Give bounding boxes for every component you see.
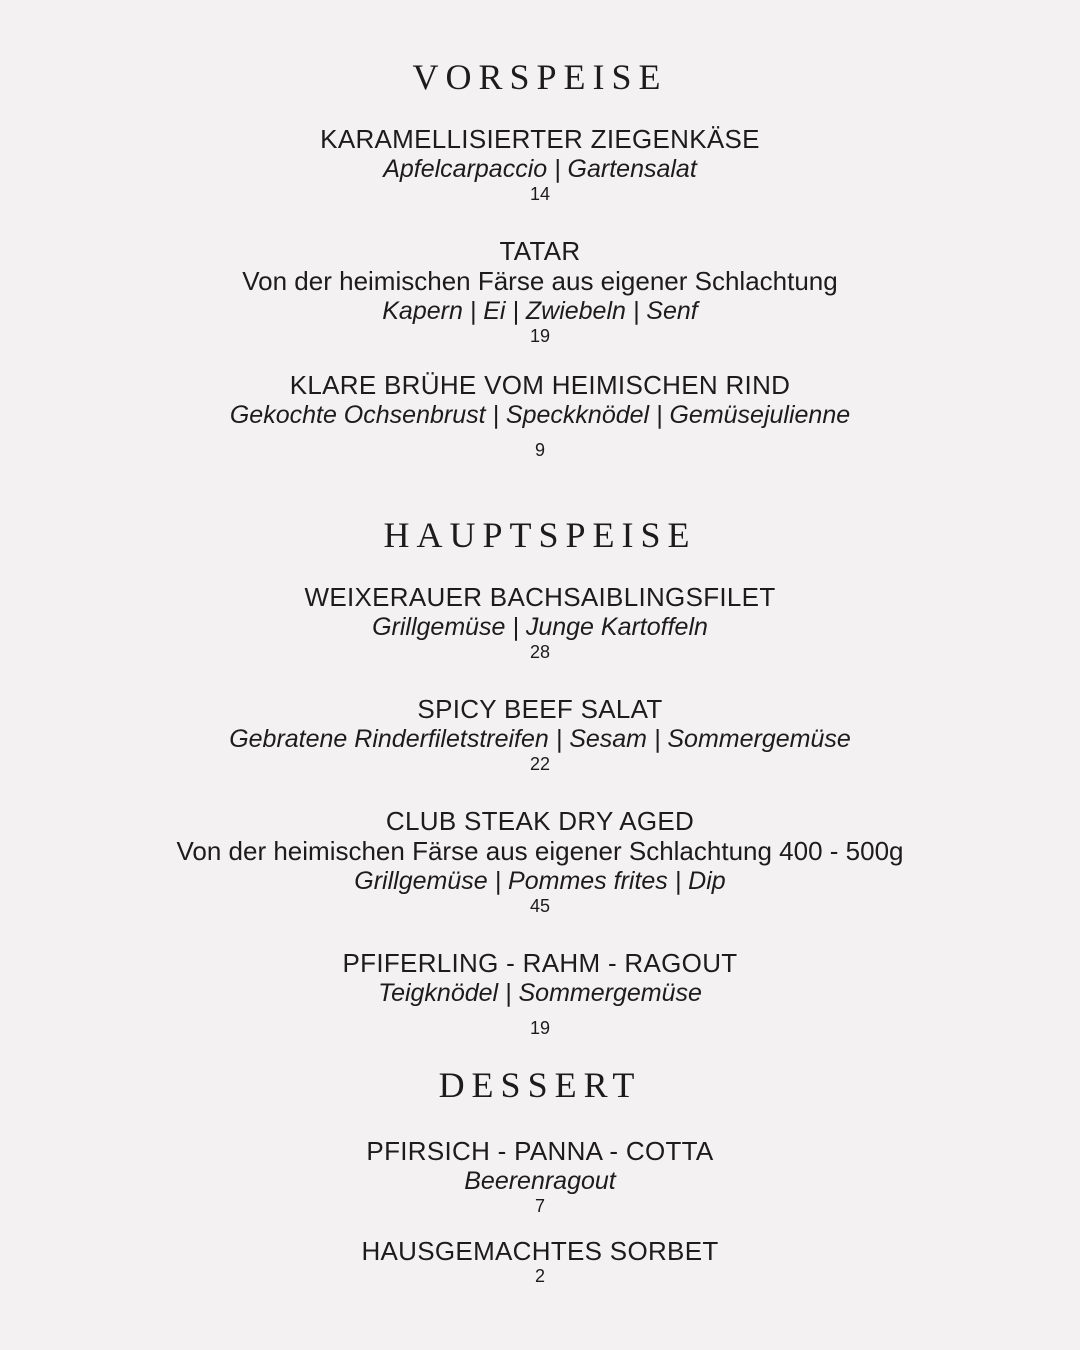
menu-item-title: HAUSGEMACHTES SORBET <box>361 1236 719 1266</box>
menu-item-title: SPICY BEEF SALAT <box>417 694 663 724</box>
menu-item-title: KLARE BRÜHE VOM HEIMISCHEN RIND <box>289 370 791 400</box>
menu-item-price: 19 <box>529 1018 551 1038</box>
menu-item-description: Grillgemüse | Junge Kartoffeln <box>372 613 708 641</box>
section-heading-dessert: DESSERT <box>438 1065 642 1105</box>
menu-item-description: Apfelcarpaccio | Gartensalat <box>383 155 697 183</box>
menu-item-price: 45 <box>529 896 551 916</box>
section-heading-hauptspeise: HAUPTSPEISE <box>383 515 697 555</box>
menu-item-price: 7 <box>534 1196 545 1216</box>
menu-item-title: KARAMELLISIERTER ZIEGENKÄSE <box>320 124 760 154</box>
menu-item-price: 22 <box>529 754 551 774</box>
menu-item-description: Beerenragout <box>464 1167 616 1195</box>
menu-item-description: Gebratene Rinderfiletstreifen | Sesam | Sommergemüse <box>229 725 851 753</box>
menu-item-price: 28 <box>529 642 551 662</box>
menu-item-title: CLUB STEAK DRY AGED <box>385 806 695 836</box>
menu-item-description: Teigknödel | Sommergemüse <box>378 979 702 1007</box>
menu-item-price: 14 <box>529 184 551 204</box>
menu-item-price: 19 <box>529 326 551 346</box>
menu-item-title: WEIXERAUER BACHSAIBLINGSFILET <box>304 582 776 612</box>
menu-item-description: Gekochte Ochsenbrust | Speckknödel | Gemüsejulienne <box>229 401 851 429</box>
menu-item-price: 9 <box>534 440 545 460</box>
menu-item-title: TATAR <box>499 236 581 266</box>
menu-item-description: Grillgemüse | Pommes frites | Dip <box>354 867 726 895</box>
menu-item-title: PFIRSICH - PANNA - COTTA <box>366 1136 714 1166</box>
menu-item-price: 2 <box>534 1266 545 1286</box>
section-heading-vorspeise: VORSPEISE <box>412 57 668 97</box>
menu-item-description: Kapern | Ei | Zwiebeln | Senf <box>382 297 698 325</box>
menu-item-title: PFIFERLING - RAHM - RAGOUT <box>342 948 738 978</box>
menu-item-origin: Von der heimischen Färse aus eigener Schlachtung 400 - 500g <box>176 836 904 866</box>
menu-item-origin: Von der heimischen Färse aus eigener Schlachtung <box>242 266 838 296</box>
